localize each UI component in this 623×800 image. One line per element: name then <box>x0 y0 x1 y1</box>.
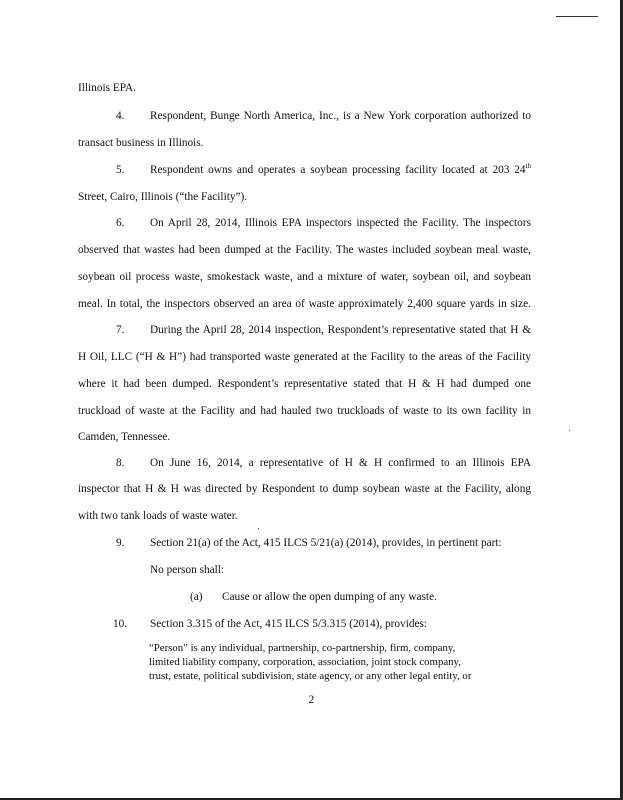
paragraph-7-number: 7. <box>116 324 125 336</box>
paragraph-10-line-1: Section 3.315 of the Act, 415 ILCS 5/3.315 (2014), provides: <box>150 618 428 630</box>
paragraph-8-line-1: On June 16, 2014, a representative of H & H confirmed to an Illinois EPA <box>150 457 531 469</box>
paragraph-10-number: 10. <box>113 618 128 630</box>
paragraph-6-line-4: meal. In total, the inspectors observed an area of waste approximately 2,400 square yards in size. <box>78 298 531 310</box>
paragraph-9-lead: No person shall: <box>150 564 225 576</box>
scan-speck <box>258 528 259 529</box>
paragraph-4-line-2: transact business in Illinois. <box>78 137 204 149</box>
paragraph-6-number: 6. <box>116 217 125 229</box>
page-number: 2 <box>308 694 315 706</box>
paragraph-6-line-2: observed that wastes had been dumped at the Facility. The wastes included soybean meal waste, <box>78 244 531 256</box>
paragraph-5-line-2: Street, Cairo, Illinois (“the Facility”). <box>78 191 248 203</box>
paragraph-7-line-5: Camden, Tennessee. <box>78 431 171 443</box>
paragraph-6-line-1: On April 28, 2014, Illinois EPA inspectors inspected the Facility. The inspectors <box>150 217 531 229</box>
paragraph-4-number: 4. <box>116 110 125 122</box>
paragraph-7-line-2: H Oil, LLC (“H & H”) had transported waste generated at the Facility to the areas of the Facility <box>78 351 531 363</box>
paragraph-9-number: 9. <box>116 537 125 549</box>
paragraph-8-line-3: with two tank loads of waste water. <box>78 510 238 522</box>
paragraph-5-line-1-text: Respondent owns and operates a soybean processing facility located at 203 24 <box>150 164 526 176</box>
scan-speck <box>569 430 570 431</box>
paragraph-5-line-1 <box>150 163 531 177</box>
paragraph-10-quote-line-3: trust, estate, political subdivision, state agency, or any other legal entity, or <box>149 670 472 682</box>
top-rule <box>556 16 598 17</box>
paragraph-7-line-4: truckload of waste at the Facility and had hauled two truckloads of waste to its own facility in <box>78 405 531 417</box>
ordinal-superscript: th <box>525 162 531 171</box>
paragraph-9-line-1: Section 21(a) of the Act, 415 ILCS 5/21(a) (2014), provides, in pertinent part: <box>150 537 502 549</box>
paragraph-10-quote-line-1: “Person” is any individual, partnership, co-partnership, firm, company, <box>149 642 456 654</box>
paragraph-10-quote-line-2: limited liability company, corporation, association, joint stock company, <box>149 656 461 668</box>
paragraph-9-item-text: Cause or allow the open dumping of any waste. <box>222 591 437 603</box>
paragraph-8-line-2: inspector that H & H was directed by Respondent to dump soybean waste at the Facility, along <box>78 483 531 495</box>
paragraph-4-line-1: Respondent, Bunge North America, Inc., is a New York corporation authorized to <box>150 110 531 122</box>
paragraph-7-line-3: where it had been dumped. Respondent’s representative stated that H & H had dumped one <box>78 378 531 390</box>
intro-tail: Illinois EPA. <box>78 82 136 94</box>
paragraph-8-number: 8. <box>116 457 125 469</box>
paragraph-7-line-1: During the April 28, 2014 inspection, Respondent’s representative stated that H & <box>150 324 531 336</box>
paragraph-9-item-label: (a) <box>190 591 203 603</box>
paragraph-6-line-3: soybean oil process waste, smokestack waste, and a mixture of water, soybean oil, and soybean <box>78 271 531 283</box>
paragraph-5-number: 5. <box>116 164 125 176</box>
